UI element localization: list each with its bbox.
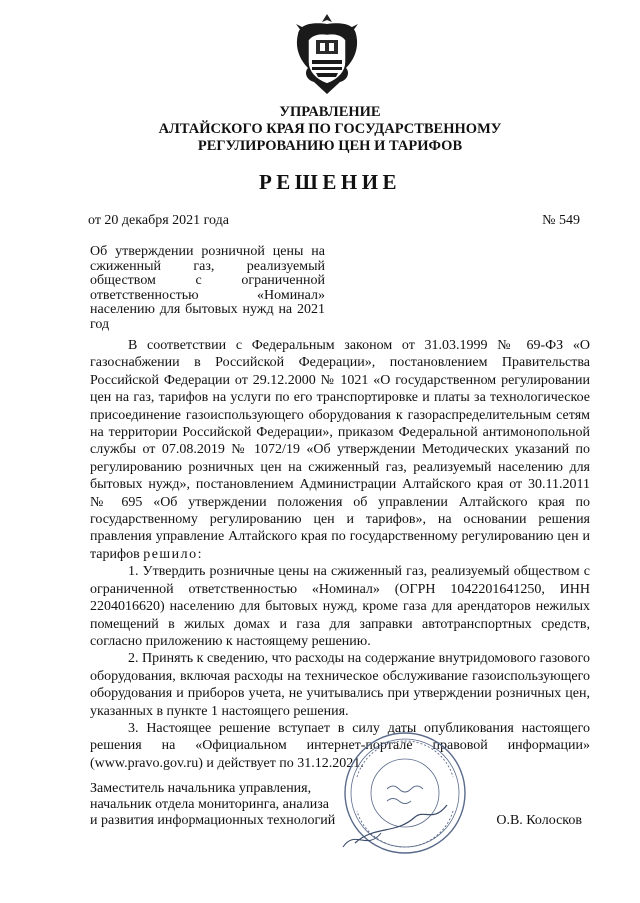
- item-3-paragraph: 3. Настоящее решение вступает в силу даты опубликования настоящего решения на «Официальном интернет-портале правовой информации» (www.pravo.gov.ru) и действует по 31.12.2021.: [90, 720, 590, 771]
- org-name-line-2: АЛТАЙСКОГО КРАЯ ПО ГОСУДАРСТВЕННОМУ: [158, 121, 502, 137]
- signer-position-line-3: и развития информационных технологий: [90, 813, 336, 828]
- document-body: [90, 337, 590, 772]
- resolved-word: решило: [143, 546, 198, 562]
- document-subject: Об утверждении розничной цены на сжиженный газ, реализуемый обществом с ограниченной ответственностью «Номинал» населению для бытовых нужд на 2021 год: [90, 244, 325, 332]
- org-name-line-1: УПРАВЛЕНИЕ: [279, 104, 381, 120]
- coat-of-arms-icon: [290, 10, 364, 98]
- signer-position-line-1: Заместитель начальника управления,: [90, 781, 312, 796]
- org-name-line-3: РЕГУЛИРОВАНИЮ ЦЕН И ТАРИФОВ: [197, 138, 463, 154]
- signer-position-line-2: начальник отдела мониторинга, анализа: [90, 797, 329, 812]
- signer-name: О.В. Колосков: [496, 813, 582, 828]
- official-stamp-icon: [335, 725, 470, 860]
- item-1-paragraph: 1. Утвердить розничные цены на сжиженный газ, реализуемый обществом с ограниченной ответственностью «Номинал» (ОГРН 1042201641250, ИНН 2204016620) населению для бытовых нужд, кроме газа для арендаторов нежилых помещений в жилых домах и газа для заправки автотранспортных средств, согласно приложению к настоящему решению.: [90, 564, 590, 649]
- item-2-paragraph: 2. Принять к сведению, что расходы на содержание внутридомового газового оборудования, включая расходы на техническое обслуживание газоиспользующего оборудования и приборов учета, не учитывались при утверждении розничных цен, указанных в пункте 1 настоящего решения.: [90, 651, 590, 719]
- document-date: от 20 декабря 2021 года: [88, 213, 229, 228]
- preamble-paragraph: В соответствии с Федеральным законом от 31.03.1999 № 69-ФЗ «О газоснабжении в Российской Федерации», постановлением Правительства Российской Федерации от 29.12.2000 № 1021 «О государственном регулировании цен на газ, тарифов на услуги по его транспортировке и платы за технологическое присоединение газоиспользующего оборудования к газораспределительным сетям на территории Российской Федерации», приказом Федеральной антимонопольной службы от 07.08.2019 № 1072/19 «Об утверждении Методических указаний по регулированию розничных цен на сжиженный газ, реализуемый населению для бытовых нужд», постановлением Администрации Алтайского края от 30.11.2011 № 695 «Об утверждении положения об управлении Алтайского края по государственному регулированию цен и тарифов», на основании решения правления управление Алтайского края по государственному регулированию цен и тарифов решило:: [90, 338, 590, 562]
- document-type-title: РЕШЕНИЕ: [258, 170, 402, 194]
- preamble-text: В соответствии с Федеральным законом от 31.03.1999 № 69-ФЗ «О газоснабжении в Российской Федерации», постановлением Правительства Российской Федерации от 29.12.2000 № 1021 «О государственном регулировании цен на газ, тарифов на услуги по его транспортировке и платы за технологическое присоединение газоиспользующего оборудования к газораспределительным сетям на территории Российской Федерации», приказом Федеральной антимонопольной службы от 07.08.2019 № 1072/19 «Об утверждении Методических указаний по регулированию розничных цен на сжиженный газ, реализуемый населению для бытовых нужд», постановлением Администрации Алтайского края от 30.11.2011 № 695 «Об утверждении положения об управлении Алтайского края по государственному регулированию цен и тарифов», на основании решения правления управление Алтайского края по государственному регулированию цен и тарифов: [90, 338, 590, 562]
- document-number: № 549: [542, 213, 580, 228]
